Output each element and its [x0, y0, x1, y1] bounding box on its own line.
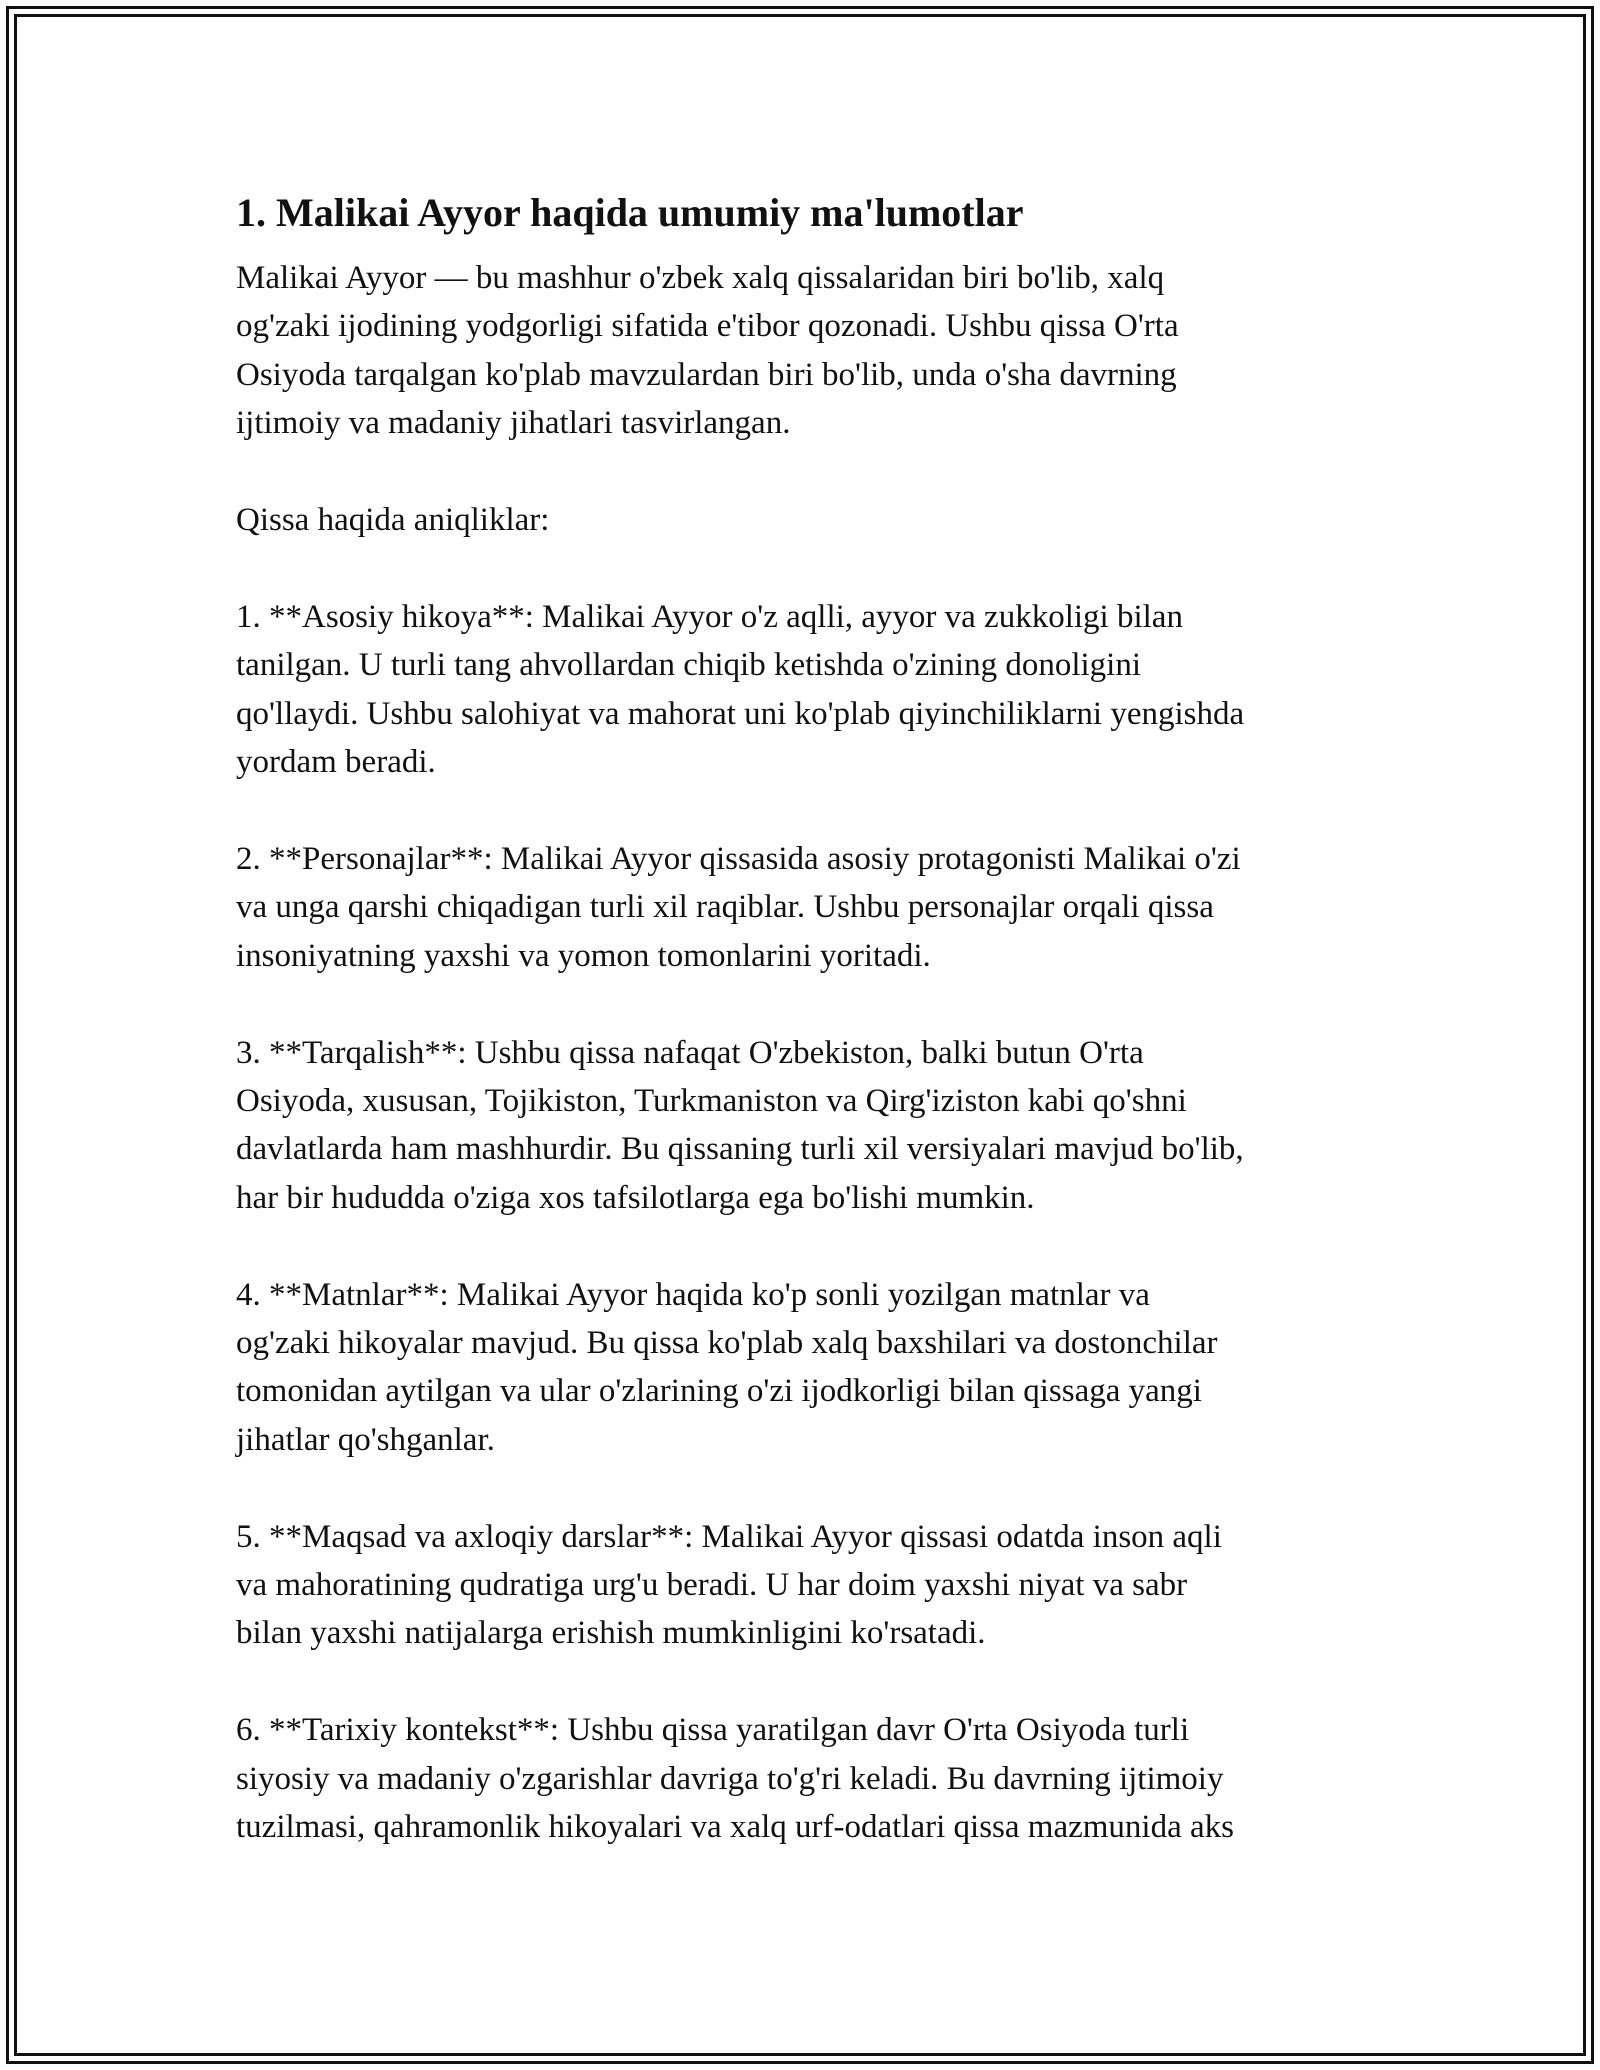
document-body [236, 186, 1366, 1851]
section-heading: 1. Malikai Ayyor haqida umumiy ma'lumotlar [236, 190, 1024, 235]
body-text: Malikai Ayyor — bu mashhur o'zbek xalq qissalaridan biri bo'lib, xalq og'zaki ijodining yodgorligi sifatida e'tibor qozonadi. Ushbu qissa O'rta Osiyoda tarqalgan ko'plab mavzulardan biri bo'lib, unda o'sha davrning ijtimoiy va madaniy jihatlari tasvirlangan. Qissa haqida aniqliklar: 1. **Asosiy hikoya**: Malikai Ayyor o'z aqlli, ayyor va zukkoligi bilan tanilgan. U turli tang ahvollardan chiqib ketishda o'zining donoligini qo'llaydi. Ushbu salohiyat va mahorat uni ko'plab qiyinchiliklarni yengishda yordam beradi. 2. **Personajlar**: Malikai Ayyor qissasida asosiy protagonisti Malikai o'zi va unga qarshi chiqadigan turli xil raqiblar. Ushbu personajlar orqali qissa insoniyatning yaxshi va yomon tomonlarini yoritadi. 3. **Tarqalish**: Ushbu qissa nafaqat O'zbekiston, balki butun O'rta Osiyoda, xususan, Tojikiston, Turkmaniston va Qirg'iziston kabi qo'shni davlatlarda ham mashhurdir. Bu qissaning turli xil versiyalari mavjud bo'lib, har bir hududda o'ziga xos tafsilotlarga ega bo'lishi mumkin. 4. **Matnlar**: Malikai Ayyor haqida ko'p sonli yozilgan matnlar va og'zaki hikoyalar mavjud. Bu qissa ko'plab xalq baxshilari va dostonchilar tomonidan aytilgan va ular o'zlarining o'zi ijodkorligi bilan qissaga yangi jihatlar qo'shganlar. 5. **Maqsad va axloqiy darslar**: Malikai Ayyor qissasi odatda inson aqli va mahoratining qudratiga urg'u beradi. U har doim yaxshi niyat va sabr bilan yaxshi natijalarga erishish mumkinligini ko'rsatadi. 6. **Tarixiy kontekst**: Ushbu qissa yaratilgan davr O'rta Osiyoda turli siyosiy va madaniy o'zgarishlar davriga to'g'ri keladi. Bu davrning ijtimoiy tuzilmasi, qahramonlik hikoyalari va xalq urf-odatlari qissa mazmunida aks [236, 260, 1245, 1845]
